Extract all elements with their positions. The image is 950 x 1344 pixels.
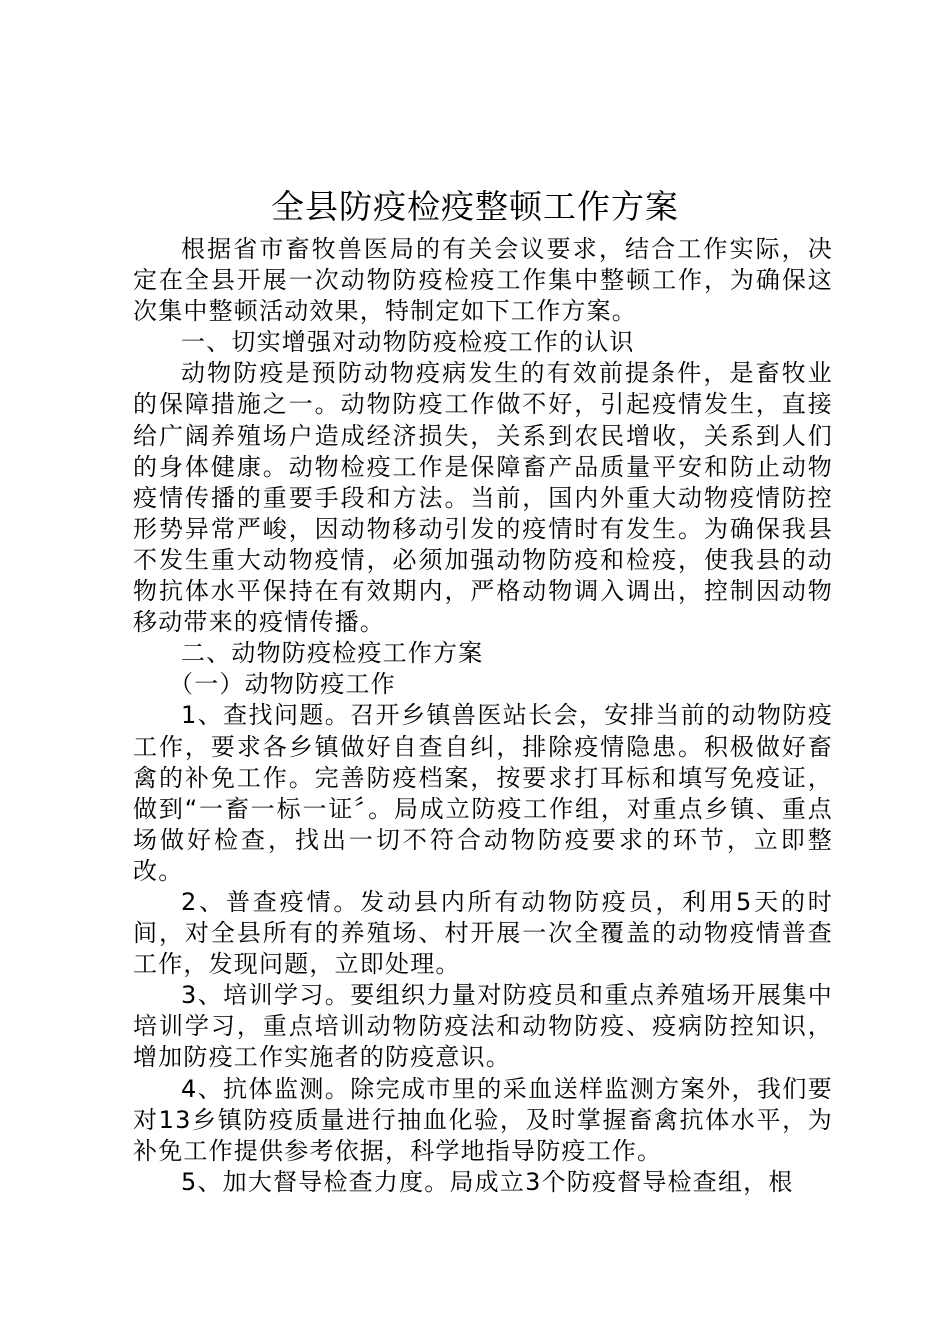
section-heading-1: 一、切实增强对动物防疫检疫工作的认识 (181, 328, 635, 357)
list-item-3: 3、培训学习。要组织力量对防疫员和重点养殖场开展集中培训学习，重点培训动物防疫法和动物防疫、疫病防控知识，增加防疫工作实施者的防疫意识。 (133, 981, 833, 1072)
section-1-paragraph: 动物防疫是预防动物疫病发生的有效前提条件，是畜牧业的保障措施之一。动物防疫工作做不好，引起疫情发生，直接给广阔养殖场户造成经济损失，关系到农民增收，关系到人们的身体健康。动物检疫工作是保障畜产品质量平安和防止动物疫情传播的重要手段和方法。当前，国内外重大动物疫情防控形势异常严峻，因动物移动引发的疫情时有发生。为确保我县不发生重大动物疫情，必须加强动物防疫和检疫，使我县的动物抗体水平保持在有效期内，严格动物调入调出，控制因动物移动带来的疫情传播。 (133, 359, 833, 637)
list-item-4: 4、抗体监测。除完成市里的采血送样监测方案外，我们要对13乡镇防疫质量进行抽血化验，及时掌握畜禽抗体水平，为补免工作提供参考依据，科学地指导防疫工作。 (133, 1074, 833, 1165)
subsection-heading-1: （一）动物防疫工作 (169, 670, 396, 699)
document-body (133, 234, 833, 1198)
section-heading-2: 二、动物防疫检疫工作方案 (181, 639, 484, 668)
document-title: 全县防疫检疫整顿工作方案 (271, 187, 679, 226)
intro-paragraph: 根据省市畜牧兽医局的有关会议要求，结合工作实际，决定在全县开展一次动物防疫检疫工作集中整顿工作，为确保这次集中整顿活动效果，特制定如下工作方案。 (133, 235, 833, 326)
list-item-2: 2、普查疫情。发动县内所有动物防疫员，利用5天的时间，对全县所有的养殖场、村开展一次全覆盖的动物疫情普查工作，发现问题，立即处理。 (133, 887, 833, 979)
list-item-1: 1、查找问题。召开乡镇兽医站长会，安排当前的动物防疫工作，要求各乡镇做好自查自纠，排除疫情隐患。积极做好畜禽的补免工作。完善防疫档案，按要求打耳标和填写免疫证，做到“一畜一标一证〞。局成立防疫工作组，对重点乡镇、重点场做好检查，找出一切不符合动物防疫要求的环节，立即整改。 (133, 701, 833, 885)
list-item-5: 5、加大督导检查力度。局成立3个防疫督导检查组，根 (181, 1167, 794, 1196)
